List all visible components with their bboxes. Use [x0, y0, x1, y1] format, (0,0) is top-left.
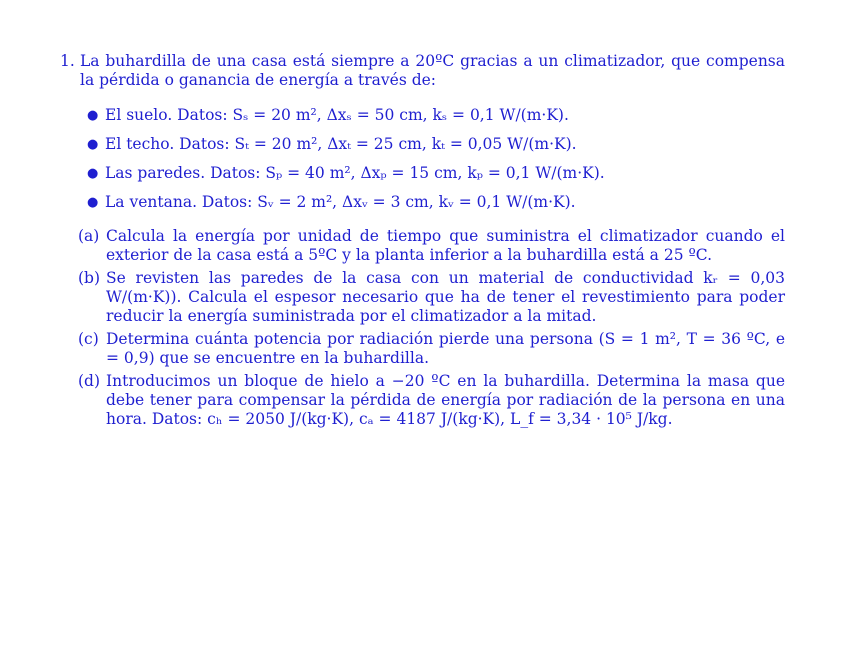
subquestion-label: (d) — [78, 372, 101, 390]
problem-1 — [60, 52, 785, 433]
bullet-text: Las paredes. Datos: Sₚ = 40 m², Δxₚ = 15 cm, kₚ = 0,1 W/(m·K). — [105, 164, 605, 182]
problem-number: 1. — [60, 52, 75, 70]
subquestion-text: Se revisten las paredes de la casa con un material de conductividad kᵣ = 0,03 W/(m·K)). Calcula el espesor necesario que ha de tener el revestimiento para poder reducir la energía suministrada por el climatizador a la mitad. — [106, 269, 785, 325]
bullet-icon: ● — [87, 108, 99, 123]
bullet-suelo — [87, 101, 785, 130]
subquestion-label: (b) — [78, 269, 101, 287]
bullet-icon: ● — [87, 137, 99, 152]
bullet-text: El suelo. Datos: Sₛ = 20 m², Δxₛ = 50 cm, kₛ = 0,1 W/(m·K). — [105, 106, 569, 124]
subquestion-text: Calcula la energía por unidad de tiempo que suministra el climatizador cuando el exterior de la casa está a 5ºC y la planta inferior a la buhardilla está a 25 ºC. — [106, 227, 785, 264]
subquestion-a — [78, 227, 785, 265]
problem-header — [60, 52, 785, 90]
bullet-icon: ● — [87, 166, 99, 181]
bullet-ventana — [87, 188, 785, 217]
bullet-techo — [87, 130, 785, 159]
bullet-text: El techo. Datos: Sₜ = 20 m², Δxₜ = 25 cm, kₜ = 0,05 W/(m·K). — [105, 135, 577, 153]
subquestion-text: Determina cuánta potencia por radiación pierde una persona (S = 1 m², T = 36 ºC, e = 0,9) que se encuentre en la buhardilla. — [106, 330, 785, 367]
bullet-paredes — [87, 159, 785, 188]
data-bullet-list — [60, 101, 785, 217]
subquestion-b — [78, 269, 785, 326]
subquestion-c — [78, 330, 785, 368]
bullet-icon: ● — [87, 195, 99, 210]
subquestion-d — [78, 372, 785, 429]
subquestion-list — [78, 227, 785, 429]
subquestion-label: (c) — [78, 330, 99, 348]
subquestion-text: Introducimos un bloque de hielo a −20 ºC en la buhardilla. Determina la masa que debe tener para compensar la pérdida de energía por radiación de la persona en una hora. Datos: cₕ = 2050 J/(kg·K), cₐ = 4187 J/(kg·K), L_f = 3,34 · 10⁵ J/kg. — [106, 372, 785, 428]
problem-intro: La buhardilla de una casa está siempre a 20ºC gracias a un climatizador, que compensa la pérdida o ganancia de energía a través de: — [80, 52, 785, 89]
subquestion-label: (a) — [78, 227, 100, 245]
bullet-text: La ventana. Datos: Sᵥ = 2 m², Δxᵥ = 3 cm, kᵥ = 0,1 W/(m·K). — [105, 193, 576, 211]
